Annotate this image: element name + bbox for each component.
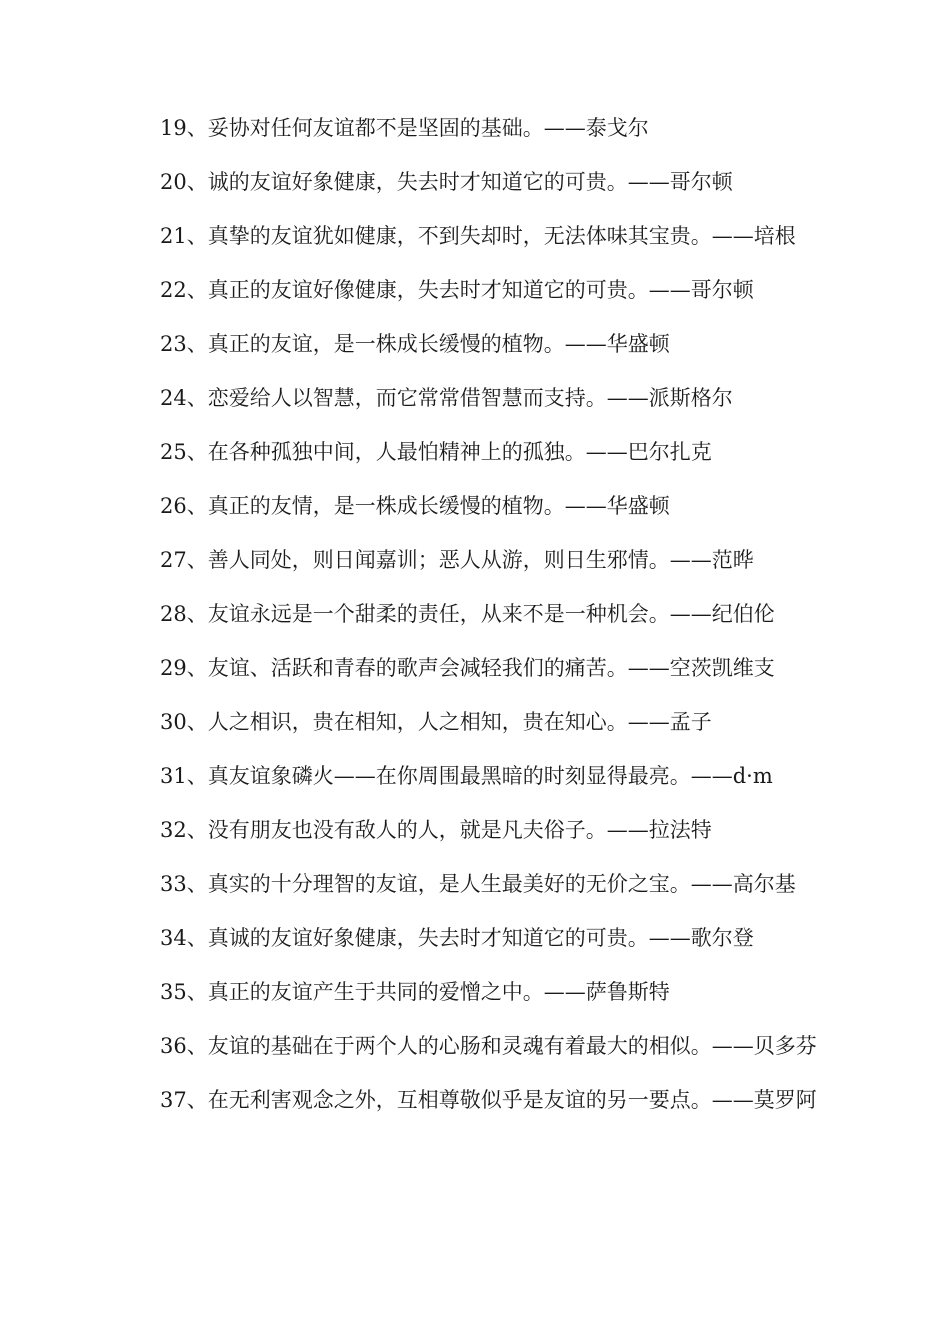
- quote-item: 36、友谊的基础在于两个人的心肠和灵魂有着最大的相似。——贝多芬: [160, 1034, 817, 1058]
- quote-item: 27、善人同处，则日闻嘉训；恶人从游，则日生邪情。——范晔: [160, 548, 754, 572]
- quote-item: 24、恋爱给人以智慧，而它常常借智慧而支持。——派斯格尔: [160, 386, 733, 410]
- quote-item: 31、真友谊象磷火——在你周围最黑暗的时刻显得最亮。——d·m: [160, 764, 773, 788]
- quote-item: 21、真挚的友谊犹如健康，不到失却时，无法体味其宝贵。——培根: [160, 224, 796, 248]
- quote-item: 22、真正的友谊好像健康，失去时才知道它的可贵。——哥尔顿: [160, 278, 754, 302]
- quote-item: 32、没有朋友也没有敌人的人，就是凡夫俗子。——拉法特: [160, 818, 712, 842]
- quote-item: 33、真实的十分理智的友谊，是人生最美好的无价之宝。——高尔基: [160, 872, 796, 896]
- quote-item: 20、诚的友谊好象健康，失去时才知道它的可贵。——哥尔顿: [160, 170, 733, 194]
- quote-item: 19、妥协对任何友谊都不是坚固的基础。——泰戈尔: [160, 116, 649, 140]
- quote-item: 25、在各种孤独中间，人最怕精神上的孤独。——巴尔扎克: [160, 440, 712, 464]
- quote-item: 37、在无利害观念之外，互相尊敬似乎是友谊的另一要点。——莫罗阿: [160, 1088, 817, 1112]
- quote-item: 35、真正的友谊产生于共同的爱憎之中。——萨鲁斯特: [160, 980, 670, 1004]
- quote-item: 29、友谊、活跃和青春的歌声会减轻我们的痛苦。——空茨凯维支: [160, 656, 775, 680]
- quote-list: [116, 106, 836, 1132]
- quote-item: 28、友谊永远是一个甜柔的责任，从来不是一种机会。——纪伯伦: [160, 602, 775, 626]
- quote-item: 26、真正的友情，是一株成长缓慢的植物。——华盛顿: [160, 494, 670, 518]
- quote-item: 23、真正的友谊，是一株成长缓慢的植物。——华盛顿: [160, 332, 670, 356]
- quote-item: 34、真诚的友谊好象健康，失去时才知道它的可贵。——歌尔登: [160, 926, 754, 950]
- quote-item: 30、人之相识，贵在相知，人之相知，贵在知心。——孟子: [160, 710, 712, 734]
